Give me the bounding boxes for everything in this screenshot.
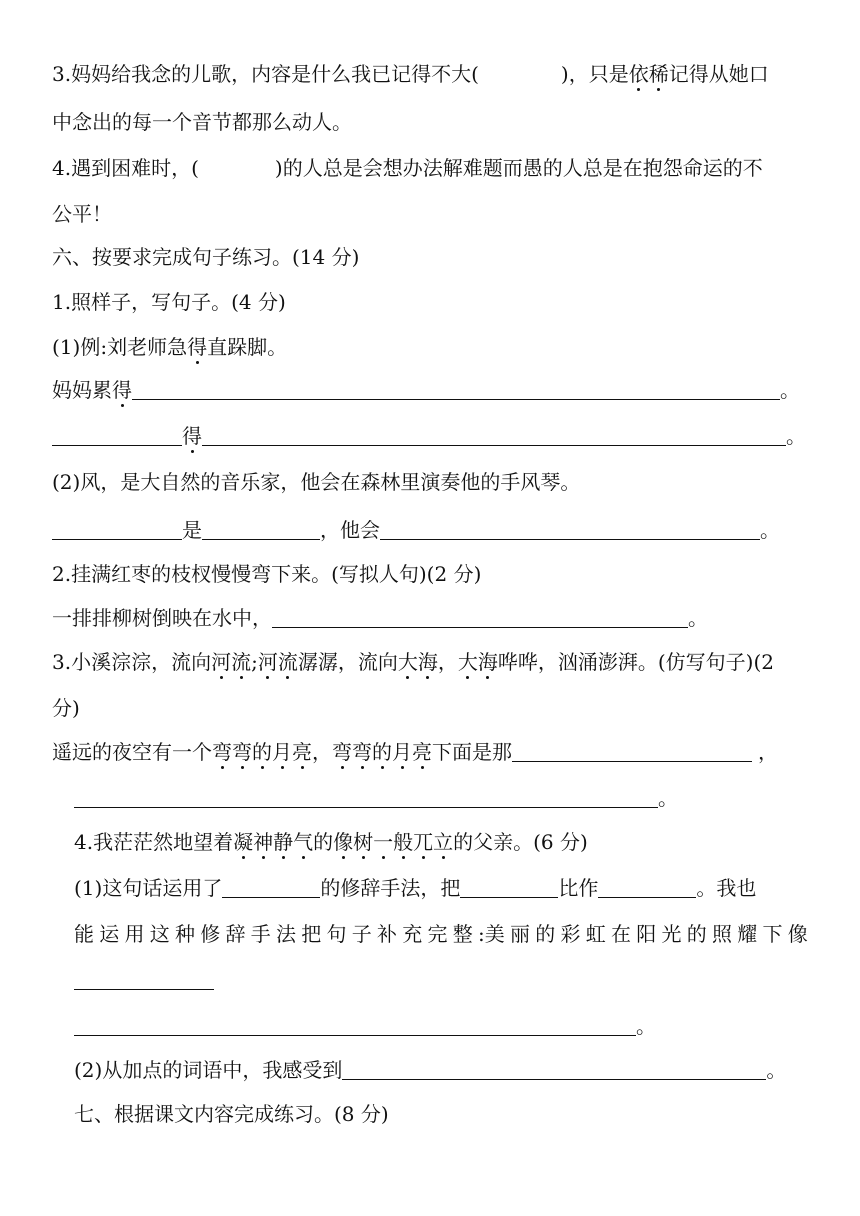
q5-item4-line2: 公平！: [52, 202, 112, 226]
q5-item3-line2: 中念出的每一个音节都那么动人。: [52, 110, 352, 134]
dotted-char: 流: [231, 650, 252, 674]
answer-line[interactable]: [272, 607, 688, 628]
dotted-char: 兀: [413, 830, 434, 854]
dotted-char: 稀: [648, 62, 669, 86]
dotted-char: 的: [252, 740, 272, 764]
dotted-char: 得: [187, 335, 208, 359]
q6-s4-p1-line2: 能 运 用 这 种 修 辞 手 法 把 句 子 补 充 完 整 :美 丽 的 彩 虹 在 阳 光 的 照 耀 下 像: [74, 922, 808, 946]
dotted-char: 弯: [352, 740, 372, 764]
q6-s3-answer: 遥远的夜空有一个弯弯的月亮，弯弯的月亮下面是那 ，: [52, 740, 778, 764]
q5-item3-line1: 3.妈妈给我念的儿歌，内容是什么我已记得不大( )，只是依稀记得从她口: [52, 62, 769, 86]
plain-char: 的: [313, 830, 334, 854]
dotted-char: 一: [373, 830, 394, 854]
q6-s1-line-b: 得 。: [52, 424, 806, 448]
answer-line[interactable]: [74, 969, 214, 990]
dotted-char: 得: [182, 424, 202, 448]
section-title: 七、根据课文内容完成练习。(8 分): [74, 1102, 389, 1126]
q6-s1-line-a: 妈妈累得 。: [52, 378, 800, 402]
answer-line[interactable]: [74, 1015, 636, 1036]
answer-line[interactable]: [512, 741, 752, 762]
dotted-char: 月: [392, 740, 412, 764]
q6-s3-line1: 3.小溪淙淙，流向河流;河流潺潺，流向大海，大海哗哗，汹涌澎湃。(仿写句子)(2: [52, 650, 774, 674]
dotted-char: 依: [628, 62, 649, 86]
dotted-char: 海: [477, 650, 498, 674]
answer-line[interactable]: [202, 519, 320, 540]
dotted-char: 亮: [292, 740, 312, 764]
answer-line[interactable]: [380, 519, 760, 540]
dotted-char: 弯: [332, 740, 352, 764]
q6-s4-p1-line1: (1)这句话运用了 的修辞手法，把 比作 。我也: [74, 876, 757, 900]
q6-s3-line2: 分): [52, 696, 80, 720]
dotted-char: 立: [433, 830, 454, 854]
q6-s1-example2: (2)风，是大自然的音乐家，他会在森林里演奏他的手风琴。: [52, 470, 581, 494]
answer-line[interactable]: [52, 519, 182, 540]
dotted-char: 弯: [212, 740, 232, 764]
dotted-char: 凝: [233, 830, 254, 854]
answer-line[interactable]: [222, 877, 320, 898]
dotted-char: 流: [277, 650, 298, 674]
q6-s2-line: 一排排柳树倒映在水中， 。: [52, 606, 708, 630]
answer-line[interactable]: [460, 877, 558, 898]
dotted-char: 静: [273, 830, 294, 854]
q6-s1-line-c: 是 ，他会 。: [52, 518, 780, 542]
q6-s2-title: 2.挂满红枣的枝杈慢慢弯下来。(写拟人句)(2 分): [52, 562, 482, 586]
answer-line[interactable]: [598, 877, 696, 898]
dotted-char: 的: [372, 740, 392, 764]
dotted-char: 海: [417, 650, 438, 674]
answer-line[interactable]: [202, 425, 786, 446]
q6-s1-title: 1.照样子，写句子。(4 分): [52, 290, 286, 314]
section-title: 六、按要求完成句子练习。(14 分): [52, 245, 360, 269]
dotted-char: 像: [333, 830, 354, 854]
dotted-char: 弯: [232, 740, 252, 764]
dotted-char: 得: [112, 378, 132, 402]
dotted-char: 大: [457, 650, 478, 674]
q6-s4-line1: 4.我茫茫然地望着凝神静气的像树一般兀立的父亲。(6 分): [74, 830, 588, 854]
dotted-char: 神: [253, 830, 274, 854]
dotted-char: 般: [393, 830, 414, 854]
q6-s4-p1-line4: 。: [74, 1014, 656, 1038]
dotted-char: 气: [293, 830, 314, 854]
q6-s4-p2: (2)从加点的词语中，我感受到 。: [74, 1058, 787, 1082]
q5-item4-line1: 4.遇到困难时，( )的人总是会想办法解难题而愚的人总是在抱怨命运的不: [52, 156, 763, 180]
q6-s1-example1: (1)例:刘老师急得直跺脚。: [52, 335, 288, 359]
q6-s4-p1-line3: [74, 968, 214, 992]
answer-line[interactable]: [132, 379, 780, 400]
q6-s3-answer-cont: 。: [74, 786, 678, 810]
dotted-char: 月: [272, 740, 292, 764]
answer-line[interactable]: [342, 1059, 766, 1080]
dotted-char: 大: [397, 650, 418, 674]
dotted-char: 河: [211, 650, 232, 674]
dotted-char: 树: [353, 830, 374, 854]
dotted-char: 亮: [412, 740, 432, 764]
dotted-char: 河: [257, 650, 278, 674]
answer-line[interactable]: [74, 787, 658, 808]
answer-line[interactable]: [52, 425, 182, 446]
